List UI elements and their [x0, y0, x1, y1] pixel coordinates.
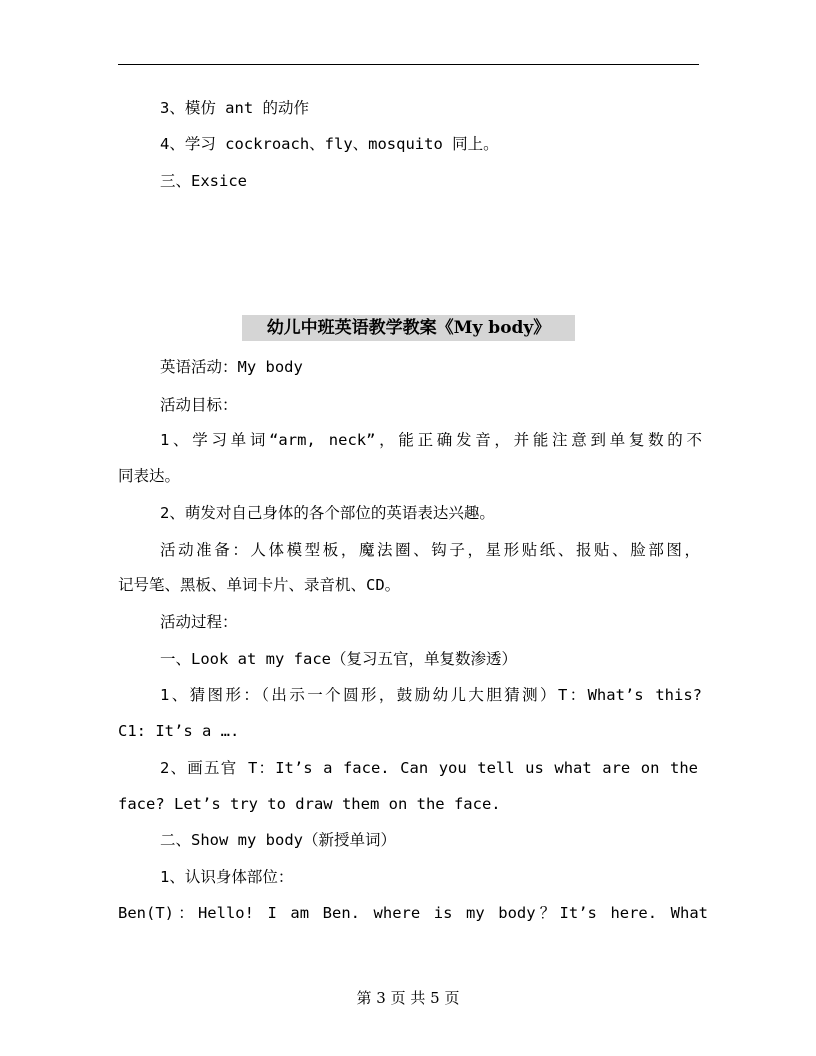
line-activity-name: 英语活动：My body: [160, 358, 303, 376]
line-materials-cont: 记号笔、黑板、单词卡片、录音机、CD。: [118, 576, 401, 594]
line-goal-1-cont: 同表达。: [118, 467, 181, 485]
line-draw-face-cont: face? Let’s try to draw them on the face.: [118, 795, 501, 813]
line-goals-heading: 活动目标：: [160, 396, 238, 414]
line-ben-dialogue: Ben(T)：Hello! I am Ben. where is my body？It’s here. What: [118, 904, 708, 922]
line-guess-reply: C1: It’s a ….: [118, 722, 240, 740]
line-goal-2: 2、萌发对自己身体的各个部位的英语表达兴趣。: [160, 504, 495, 522]
header-rule: [118, 64, 699, 65]
line-step-2-heading: 二、Show my body（新授单词）: [160, 831, 396, 849]
line-materials: 活动准备：人体模型板，魔法圈、钩子，星形贴纸、报贴、脸部图，: [160, 541, 700, 559]
line-imitate-ant: 3、模仿 ant 的动作: [160, 99, 309, 117]
lesson-title: 幼儿中班英语教学教案《My body》: [242, 315, 575, 341]
page-footer: 第 3 页 共 5 页: [356, 989, 460, 1007]
line-goal-1: 1、学习单词“arm, neck”，能正确发音，并能注意到单复数的不: [160, 431, 702, 449]
line-body-parts: 1、认识身体部位：: [160, 868, 294, 886]
line-draw-face: 2、画五官 T：It’s a face. Can you tell us what are on the: [160, 759, 698, 777]
line-process-heading: 活动过程：: [160, 613, 238, 631]
line-exercise: 三、Exsice: [160, 172, 247, 190]
line-guess-shape: 1、猜图形：（出示一个圆形，鼓励幼儿大胆猜测）T：What’s this?: [160, 686, 702, 704]
line-step-1-heading: 一、Look at my face（复习五官，单复数渗透）: [160, 650, 517, 668]
line-learn-insects: 4、学习 cockroach、fly、mosquito 同上。: [160, 135, 499, 153]
